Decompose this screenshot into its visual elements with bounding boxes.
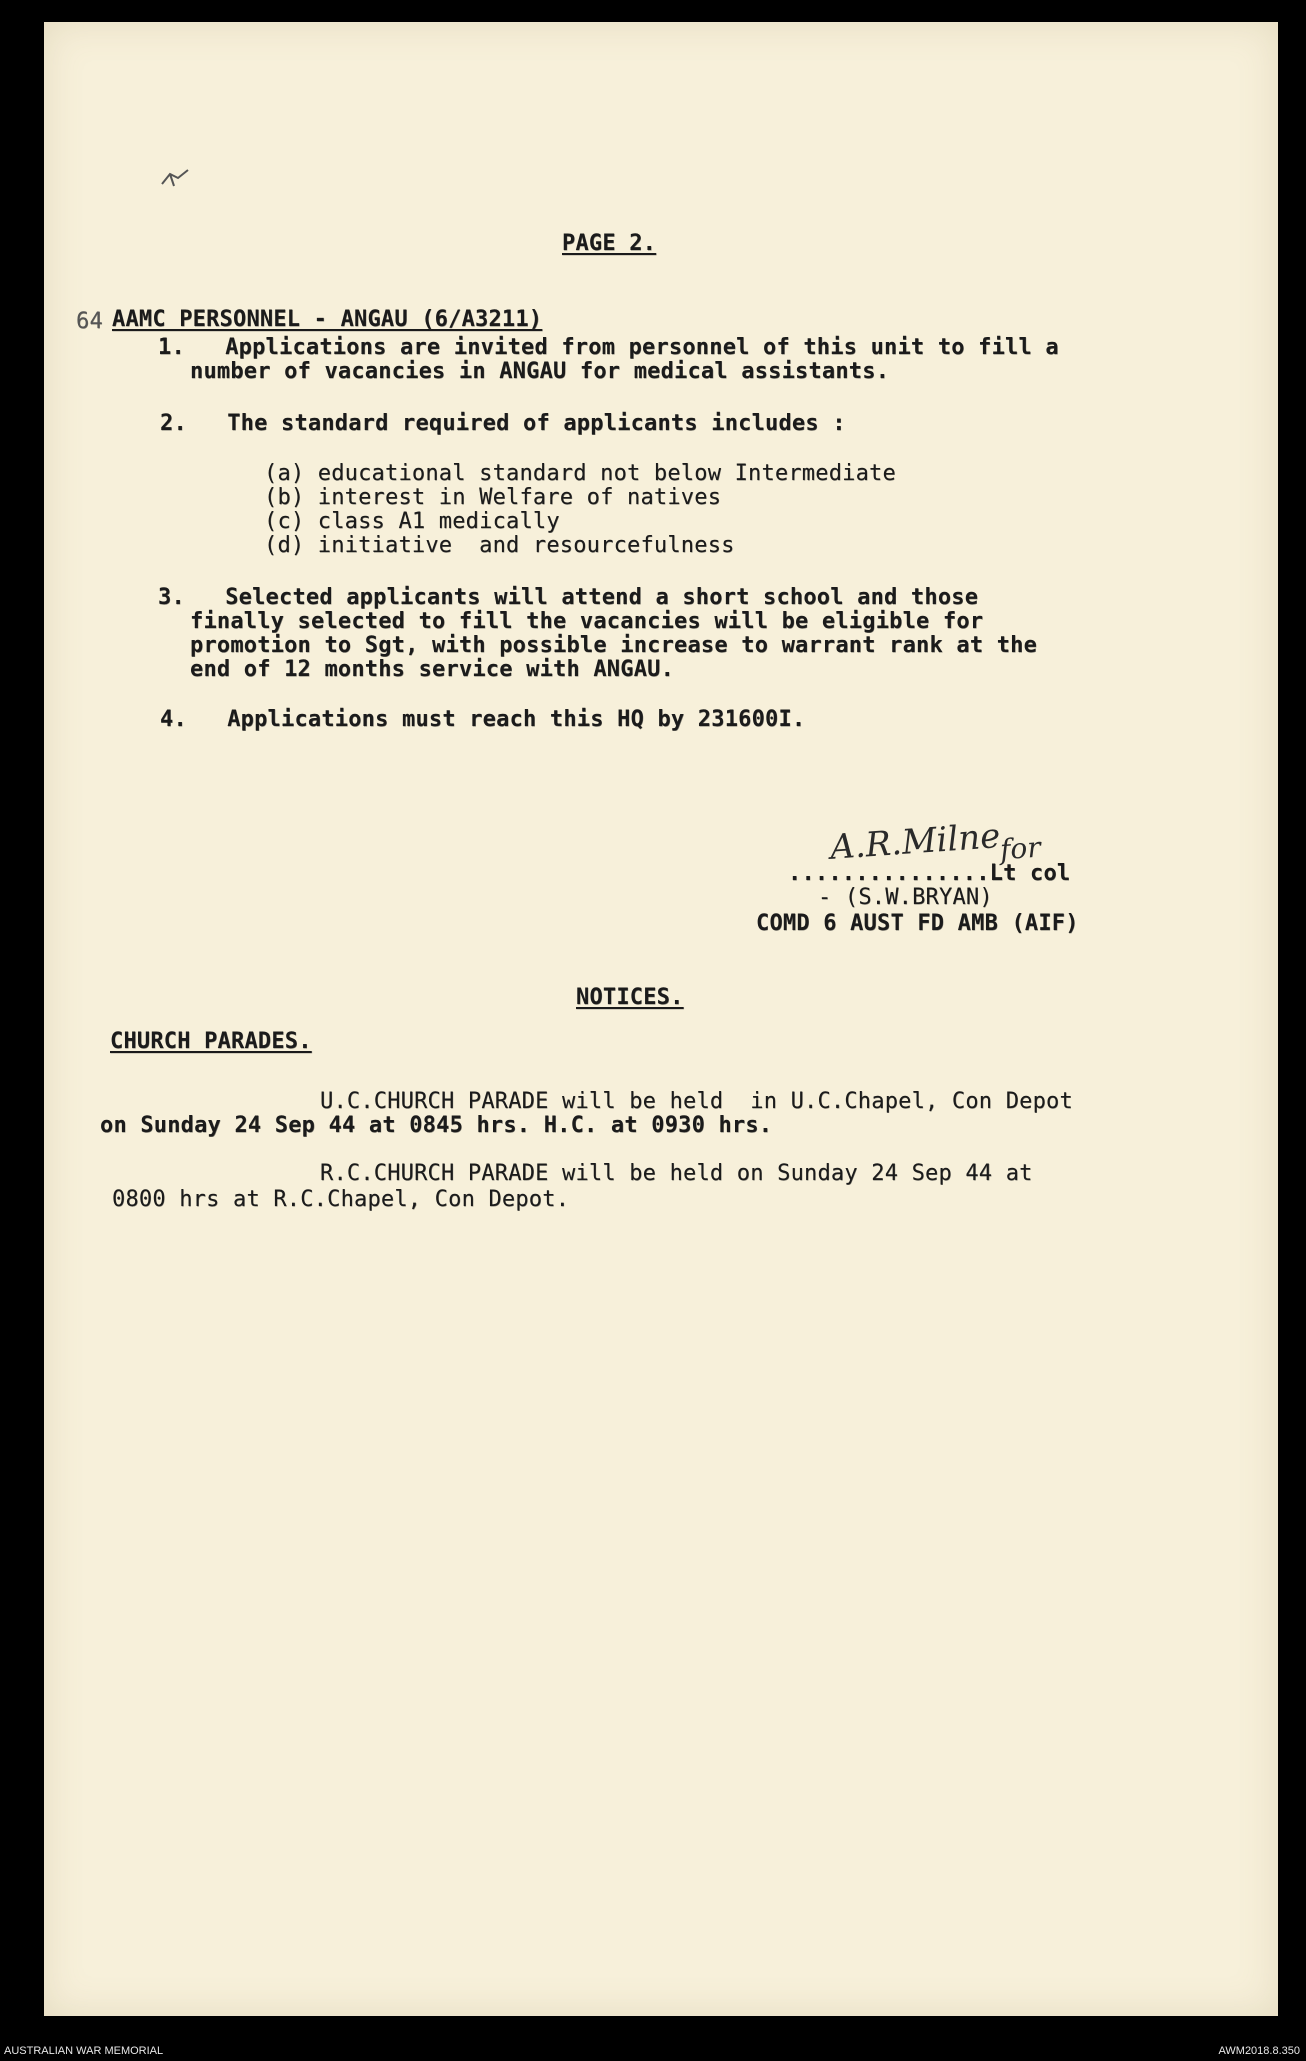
para3-line1: 3. Selected applicants will attend a short school and those: [158, 585, 979, 610]
rc-parade-line2: 0800 hrs at R.C.Chapel, Con Depot.: [112, 1187, 570, 1212]
list-item-a: (a) educational standard not below Intermediate: [264, 461, 896, 486]
para3-line2: finally selected to fill the vacancies will be eligible for: [190, 609, 984, 634]
pin-hole-mark: [158, 166, 192, 192]
list-item-c: (c) class A1 medically: [264, 509, 560, 534]
section-title: AAMC PERSONNEL - ANGAU (6/A3211): [112, 307, 543, 332]
church-parades-heading: CHURCH PARADES.: [110, 1029, 312, 1054]
para4: 4. Applications must reach this HQ by 231600I.: [160, 707, 806, 732]
notices-heading: NOTICES.: [576, 985, 684, 1010]
uc-parade-line2: on Sunday 24 Sep 44 at 0845 hrs. H.C. at 0930 hrs.: [100, 1113, 773, 1138]
rc-parade-line1: R.C.CHURCH PARADE will be held on Sunday 24 Sep 44 at: [320, 1161, 1033, 1186]
signature-dots-rank: ...............Lt col: [788, 861, 1071, 886]
handwritten-signature: A.R.Milne: [828, 816, 1002, 868]
page-heading: PAGE 2.: [562, 231, 657, 256]
para2: 2. The standard required of applicants includes :: [160, 411, 846, 436]
footer-source-label: AUSTRALIAN WAR MEMORIAL: [4, 2045, 164, 2057]
handwritten-signature-suffix: for: [998, 830, 1042, 867]
section-ref-number: 64: [76, 309, 103, 334]
list-item-d: (d) initiative and resourcefulness: [264, 533, 735, 558]
uc-parade-line1: U.C.CHURCH PARADE will be held in U.C.Chapel, Con Depot: [320, 1089, 1073, 1114]
para3-line4: end of 12 months service with ANGAU.: [190, 657, 675, 682]
para1-line2: number of vacancies in ANGAU for medical assistants.: [190, 359, 890, 384]
para1-line1: 1. Applications are invited from personnel of this unit to fill a: [158, 335, 1059, 360]
list-item-b: (b) interest in Welfare of natives: [264, 485, 722, 510]
footer-accession-id: AWM2018.8.350: [1218, 2045, 1300, 2057]
signatory-name: - (S.W.BRYAN): [818, 885, 993, 910]
signatory-title: COMD 6 AUST FD AMB (AIF): [756, 911, 1079, 936]
para3-line3: promotion to Sgt, with possible increase to warrant rank at the: [190, 633, 1038, 658]
